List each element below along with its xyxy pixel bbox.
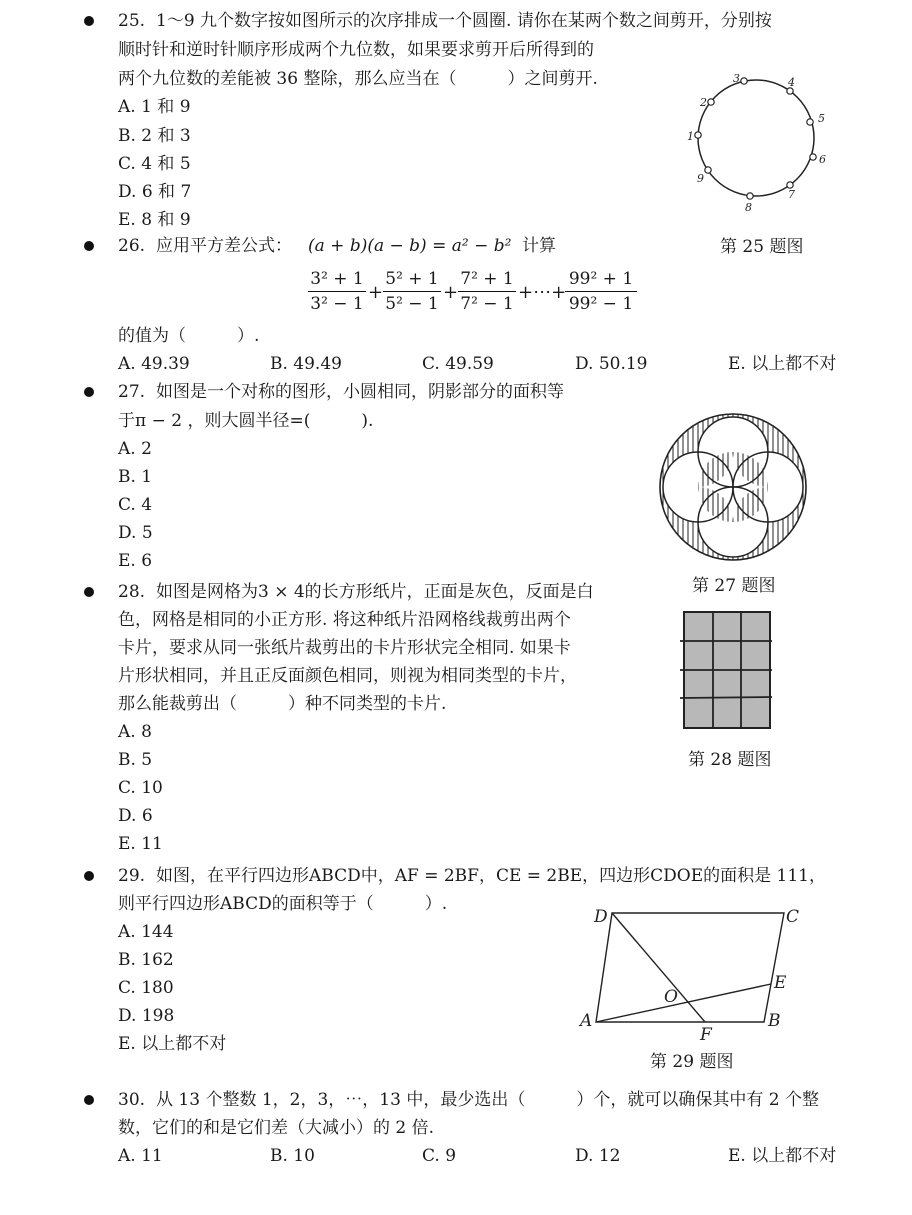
- q25-circle-figure: [680, 64, 840, 224]
- point-label-e: E: [774, 973, 787, 993]
- q27-line-2: 于π − 2 ，则大圆半径=( ).: [118, 411, 374, 431]
- q25-line-2: 顺时针和逆时针顺序形成两个九位数，如果要求剪开后所得到的: [118, 40, 594, 60]
- q29-option-b[interactable]: B. 162: [118, 950, 174, 970]
- q30-number: 30.: [118, 1090, 146, 1110]
- q26-fraction-1-num: 3² + 1: [310, 269, 364, 289]
- q25-option-a[interactable]: A. 1 和 9: [118, 97, 191, 117]
- circle-label-6: 6: [819, 153, 826, 166]
- q29-option-d[interactable]: D. 198: [118, 1006, 175, 1026]
- point-label-b: B: [768, 1011, 781, 1031]
- circle-label-4: 4: [788, 76, 795, 89]
- q26-option-e[interactable]: E. 以上都不对: [728, 354, 837, 374]
- q26-fraction-3: [458, 268, 516, 315]
- q29-number: 29.: [118, 866, 146, 886]
- q26-fraction-4-den: 99² − 1: [568, 294, 634, 314]
- q27-option-e[interactable]: E. 6: [118, 551, 153, 571]
- q26-plus-1: +: [368, 282, 384, 303]
- q26-option-a[interactable]: A. 49.39: [118, 354, 190, 374]
- q26-line-2: 的值为（ ）.: [118, 326, 260, 346]
- q26-fraction-1: [308, 268, 366, 315]
- q30-option-b[interactable]: B. 10: [270, 1146, 315, 1166]
- bullet-q27: [84, 387, 94, 397]
- q26-formula: (a + b)(a − b) = a² − b²: [308, 236, 512, 256]
- q25-option-c[interactable]: C. 4 和 5: [118, 154, 191, 174]
- q25-caption: 第 25 题图: [720, 237, 804, 257]
- circle-label-8: 8: [745, 201, 752, 214]
- q26-plus-2: +: [443, 282, 459, 303]
- q30-line-1: 从 13 个整数 1，2，3，⋯，13 中，最少选出（ ）个，就可以确保其中有 2 个整: [156, 1090, 819, 1110]
- q26-ellipsis: +⋯+: [518, 282, 567, 303]
- q28-grid-figure: [680, 608, 776, 732]
- q28-option-b[interactable]: B. 5: [118, 750, 153, 770]
- q26-option-b[interactable]: B. 49.49: [270, 354, 342, 374]
- q30-line-2: 数，它们的和是它们差（大减小）的 2 倍.: [118, 1118, 435, 1138]
- q30-option-d[interactable]: D. 12: [575, 1146, 621, 1166]
- q27-option-b[interactable]: B. 1: [118, 467, 153, 487]
- point-label-a: A: [580, 1011, 593, 1031]
- q27-option-a[interactable]: A. 2: [118, 439, 152, 459]
- q27-option-c[interactable]: C. 4: [118, 495, 153, 515]
- q27-option-d[interactable]: D. 5: [118, 523, 153, 543]
- circle-label-3: 3: [733, 72, 740, 85]
- q28-number: 28.: [118, 582, 146, 602]
- q25-option-d[interactable]: D. 6 和 7: [118, 182, 192, 202]
- bullet-q25: [84, 16, 94, 26]
- point-label-o: O: [664, 987, 678, 1007]
- q27-caption: 第 27 题图: [692, 576, 776, 596]
- q29-line-2: 则平行四边形ABCD的面积等于（ ）.: [118, 894, 448, 914]
- q28-line-3: 卡片，要求从同一张纸片裁剪出的卡片形状完全相同. 如果卡: [118, 638, 571, 658]
- q25-number: 25.: [118, 11, 146, 31]
- point-label-d: D: [594, 907, 608, 927]
- circle-label-9: 9: [697, 172, 704, 185]
- q28-option-d[interactable]: D. 6: [118, 806, 153, 826]
- q28-caption: 第 28 题图: [688, 750, 772, 770]
- q26-line-1: 应用平方差公式：: [156, 236, 292, 256]
- q27-line-1: 如图是一个对称的图形，小圆相同，阴影部分的面积等: [156, 382, 564, 402]
- q25-option-e[interactable]: E. 8 和 9: [118, 210, 191, 230]
- point-label-f: F: [700, 1025, 712, 1045]
- q30-option-a[interactable]: A. 11: [118, 1146, 163, 1166]
- q29-caption: 第 29 题图: [650, 1052, 734, 1072]
- q28-line-1: 如图是网格为3 × 4的长方形纸片，正面是灰色，反面是白: [156, 582, 594, 602]
- q26-fraction-2-num: 5² + 1: [385, 269, 439, 289]
- circle-label-2: 2: [700, 96, 707, 109]
- q30-option-c[interactable]: C. 9: [422, 1146, 457, 1166]
- q26-fraction-3-den: 7² − 1: [460, 294, 514, 314]
- q26-fraction-3-num: 7² + 1: [460, 269, 514, 289]
- q29-line-1: 如图，在平行四边形ABCD中，AF = 2BF，CE = 2BE，四边形CDOE的面积是 111，: [156, 866, 826, 886]
- q29-option-c[interactable]: C. 180: [118, 978, 174, 998]
- q26-option-d[interactable]: D. 50.19: [575, 354, 648, 374]
- circle-label-1: 1: [687, 130, 694, 143]
- q25-line-1: 1～9 九个数字按如图所示的次序排成一个圆圈. 请你在某两个数之间剪开，分别按: [156, 11, 772, 31]
- bullet-q30: [84, 1095, 94, 1105]
- q26-line-1-end: 计算: [522, 236, 556, 256]
- q25-option-b[interactable]: B. 2 和 3: [118, 126, 191, 146]
- q30-option-e[interactable]: E. 以上都不对: [728, 1146, 837, 1166]
- q26-fraction-2-den: 5² − 1: [385, 294, 439, 314]
- q28-option-a[interactable]: A. 8: [118, 722, 152, 742]
- q26-fraction-4: [565, 268, 637, 315]
- q26-fraction-4-num: 99² + 1: [568, 269, 634, 289]
- q29-option-a[interactable]: A. 144: [118, 922, 174, 942]
- q28-line-5: 那么能裁剪出（ ）种不同类型的卡片.: [118, 694, 447, 714]
- q27-number: 27.: [118, 382, 146, 402]
- q26-option-c[interactable]: C. 49.59: [422, 354, 494, 374]
- q28-option-c[interactable]: C. 10: [118, 778, 163, 798]
- q25-line-3: 两个九位数的差能被 36 整除，那么应当在（ ）之间剪开.: [118, 69, 598, 89]
- q26-fraction-1-den: 3² − 1: [310, 294, 364, 314]
- bullet-q26: [84, 241, 94, 251]
- q26-number: 26.: [118, 236, 146, 256]
- bullet-q29: [84, 871, 94, 881]
- q27-circles-figure: [656, 410, 810, 564]
- circle-label-5: 5: [818, 112, 825, 125]
- bullet-q28: [84, 587, 94, 597]
- q28-line-2: 色，网格是相同的小正方形. 将这种纸片沿网格线裁剪出两个: [118, 610, 571, 630]
- q28-line-4: 片形状相同，并且正反面颜色相同，则视为相同类型的卡片，: [118, 666, 577, 686]
- q28-option-e[interactable]: E. 11: [118, 834, 163, 854]
- q26-fraction-2: [383, 268, 441, 315]
- circle-label-7: 7: [788, 188, 795, 201]
- q29-option-e[interactable]: E. 以上都不对: [118, 1034, 227, 1054]
- point-label-c: C: [786, 907, 800, 927]
- q29-parallelogram-figure: [574, 900, 804, 1050]
